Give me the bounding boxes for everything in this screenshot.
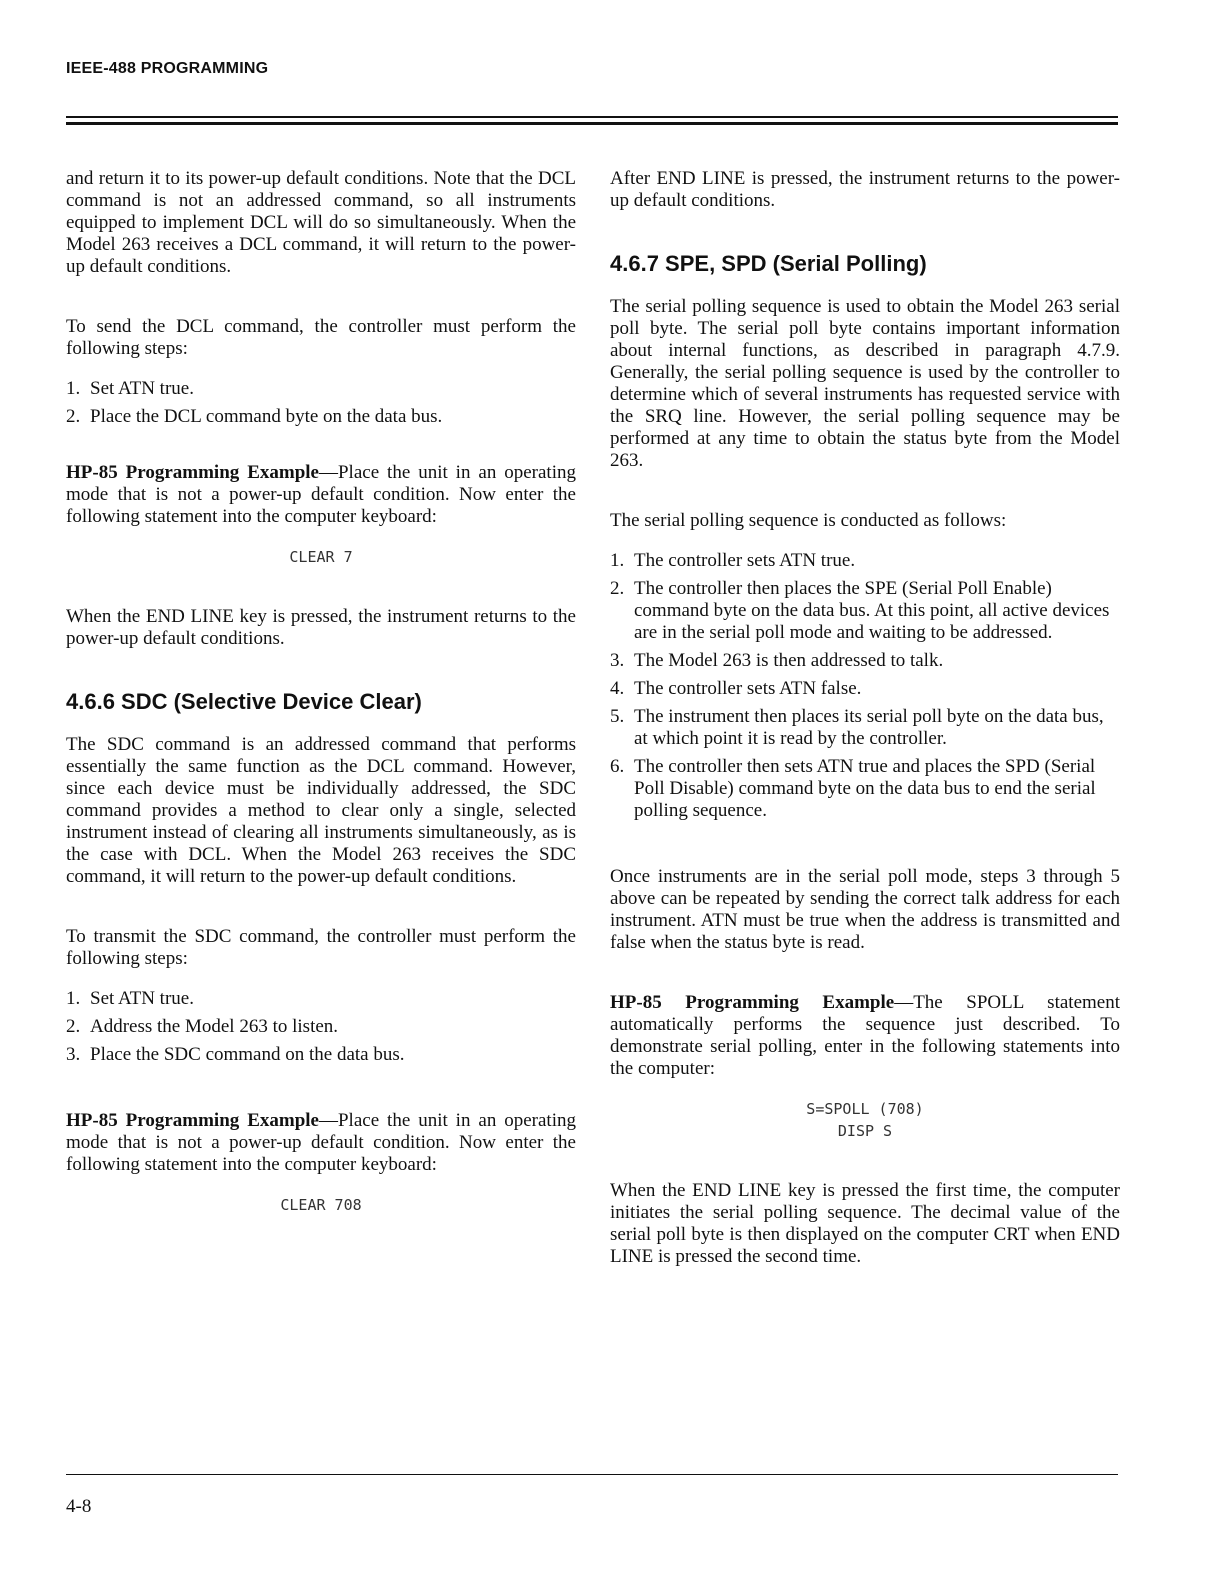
programming-example: HP-85 Programming Example—The SPOLL statement automatically performs the sequence just described. To demonstrate serial polling, enter in the following statements into the computer: (610, 992, 1120, 1079)
list-item: 6. The controller then sets ATN true and places the SPD (Serial Poll Disable) command byte on the data bus to end the serial polling sequence. (610, 756, 1096, 821)
page-number: 4-8 (66, 1496, 92, 1517)
list-item: 3. Place the SDC command on the data bus. (66, 1044, 405, 1065)
page-header: IEEE-488 PROGRAMMING (66, 60, 269, 77)
paragraph: To transmit the SDC command, the controller must perform the following steps: (66, 926, 576, 969)
programming-example: HP-85 Programming Example—Place the unit in an operating mode that is not a power-up default condition. Now enter the following statement into the computer keyboard: (66, 1110, 576, 1175)
dcl-steps-list (66, 378, 576, 428)
list-item: 1. Set ATN true. (66, 988, 194, 1009)
paragraph: The serial polling sequence is conducted as follows: (610, 510, 1007, 531)
paragraph: When the END LINE key is pressed, the instrument returns to the power-up default conditions. (66, 606, 576, 649)
code-statement: CLEAR 708 (280, 1196, 362, 1214)
list-item: 1. Set ATN true. (66, 378, 194, 399)
section-heading-sdc: 4.6.6 SDC (Selective Device Clear) (66, 689, 422, 714)
right-column (610, 168, 1120, 1268)
paragraph: When the END LINE key is pressed the first time, the computer initiates the serial polling sequence. The decimal value of the serial poll byte is then displayed on the computer CRT when END LINE is pressed the second time. (610, 1180, 1120, 1267)
list-item: 4. The controller sets ATN false. (610, 678, 862, 699)
poll-steps-list (610, 550, 1120, 822)
paragraph: After END LINE is pressed, the instrument returns to the power-up default conditions. (610, 168, 1120, 211)
paragraph: To send the DCL command, the controller must perform the following steps: (66, 316, 576, 359)
list-item: 3. The Model 263 is then addressed to talk. (610, 650, 944, 671)
sdc-steps-list (66, 988, 576, 1066)
paragraph: and return it to its power-up default conditions. Note that the DCL command is not an addressed command, so all instruments equipped to implement DCL will do so simultaneously. When the Model 263 receives a DCL command, it will return to the power-up default conditions. (66, 168, 576, 277)
section-heading-spe: 4.6.7 SPE, SPD (Serial Polling) (610, 251, 927, 276)
paragraph: Once instruments are in the serial poll mode, steps 3 through 5 above can be repeated by sending the correct talk address for each instrument. ATN must be true when the address is transmitted and false when the status byte is read. (610, 866, 1120, 953)
paragraph: The SDC command is an addressed command that performs essentially the same function as the DCL command. However, since each device must be individually addressed, the SDC command provides a method to clear only a single, selected instrument instead of clearing all instruments simultaneously, as is the case with DCL. When the Model 263 receives the SDC command, it will return to the power-up default conditions. (66, 734, 576, 887)
header-rule (66, 116, 1118, 118)
footer-rule (66, 1474, 1118, 1475)
code-statement: CLEAR 7 (289, 548, 353, 566)
list-item: 2. The controller then places the SPE (Serial Poll Enable) command byte on the data bus. At this point, all active devices are in the serial poll mode and waiting to be addressed. (610, 578, 1110, 643)
example-lead: HP-85 Programming Example (66, 462, 319, 483)
list-item: 5. The instrument then places its serial poll byte on the data bus, at which point it is read by the controller. (610, 706, 1104, 749)
code-statement: DISP S (837, 1122, 893, 1140)
example-lead: HP-85 Programming Example (610, 992, 895, 1013)
header-rule-thick (66, 122, 1118, 125)
left-column (66, 168, 576, 1216)
paragraph: The serial polling sequence is used to obtain the Model 263 serial poll byte. The serial poll byte contains important information about internal functions, as described in paragraph 4.7.9. Generally, the serial polling sequence is used by the controller to determine which of several instruments has requested service with the SRQ line. However, the serial polling sequence may be performed at any time to obtain the status byte from the Model 263. (610, 296, 1120, 471)
example-lead: HP-85 Programming Example (66, 1110, 319, 1131)
list-item: 1. The controller sets ATN true. (610, 550, 856, 571)
list-item: 2. Place the DCL command byte on the data bus. (66, 406, 443, 427)
programming-example: HP-85 Programming Example—Place the unit in an operating mode that is not a power-up default condition. Now enter the following statement into the computer keyboard: (66, 462, 576, 527)
list-item: 2. Address the Model 263 to listen. (66, 1016, 339, 1037)
code-statement: S=SPOLL (708) (806, 1100, 924, 1118)
